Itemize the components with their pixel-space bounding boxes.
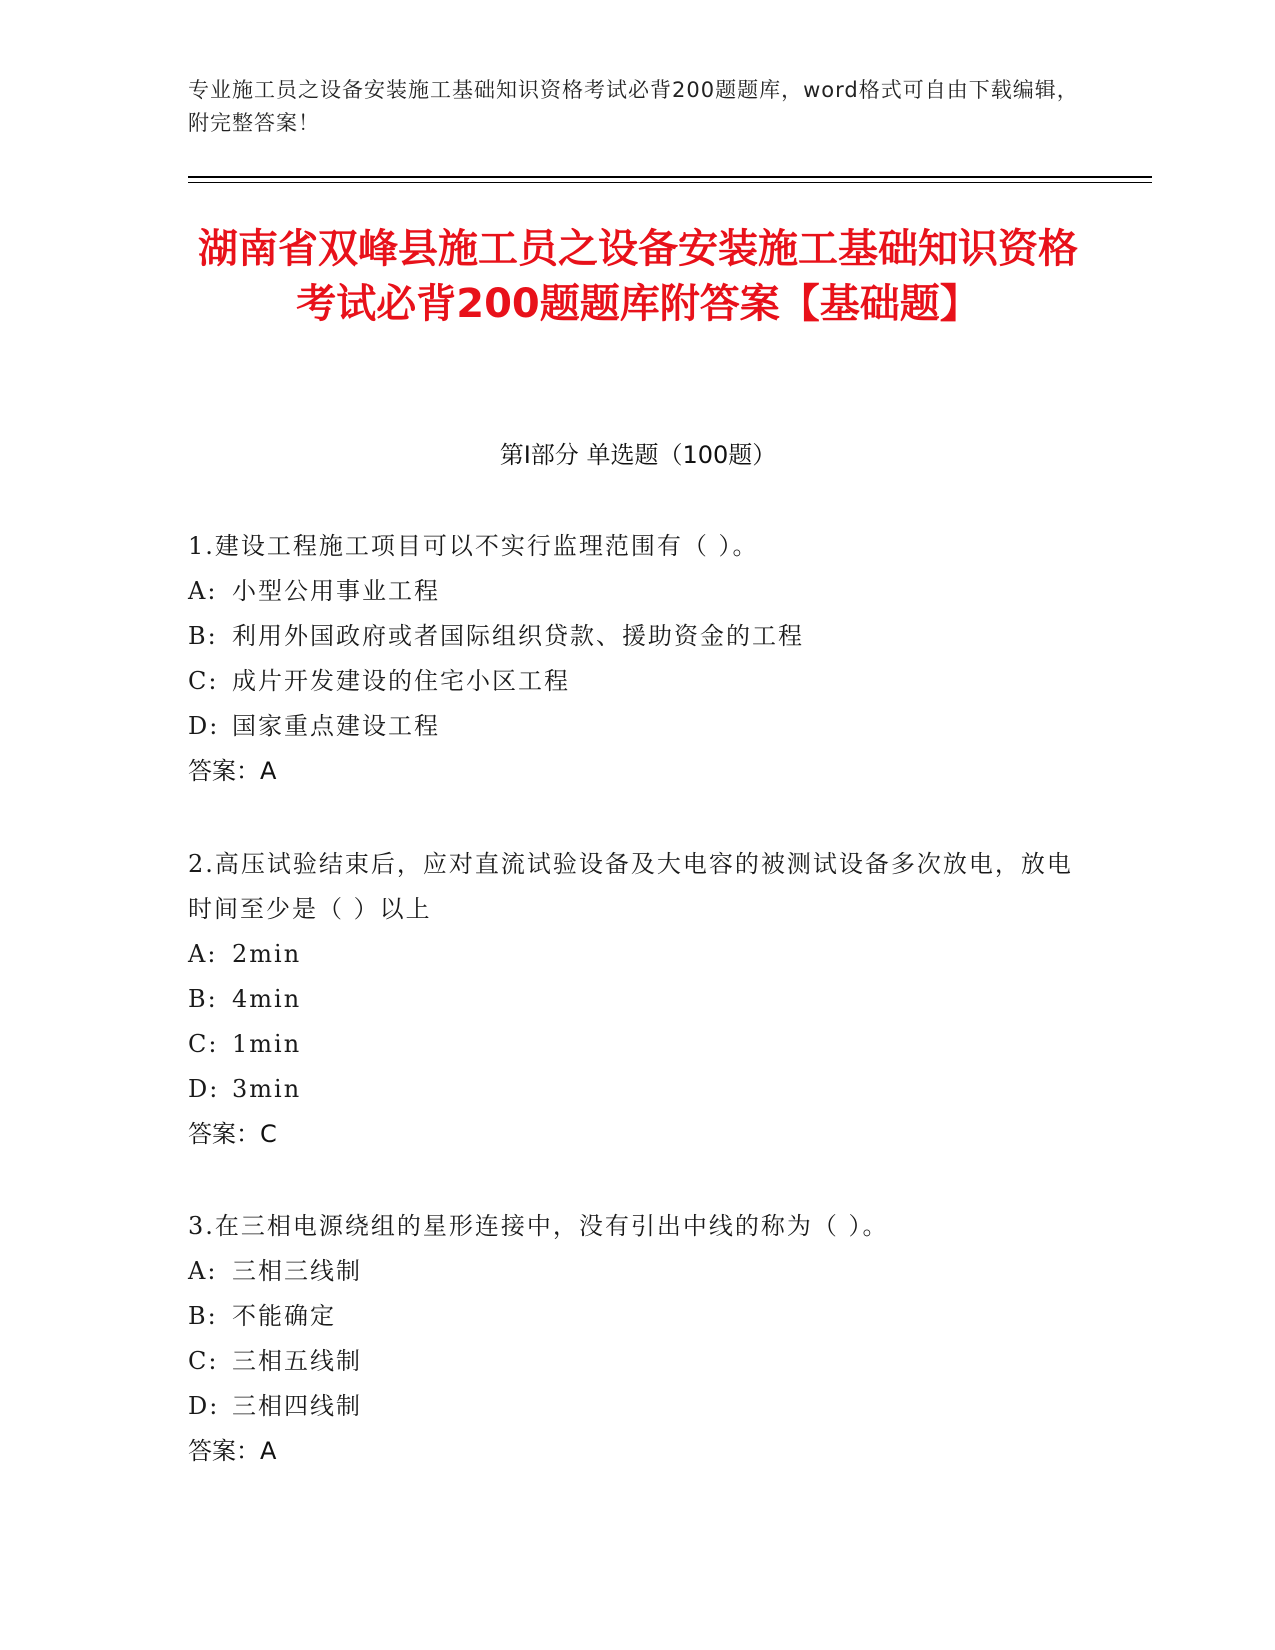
option-text: 小型公用事业工程 [232, 577, 440, 605]
option-text: 国家重点建设工程 [232, 712, 440, 740]
option-text: 三相四线制 [232, 1392, 362, 1420]
option-c [188, 1022, 1088, 1067]
question-stem: 2.高压试验结束后，应对直流试验设备及大电容的被测试设备多次放电，放电时间至少是（ ）以上 [188, 850, 1073, 923]
option-d [188, 1384, 1088, 1429]
header-divider-thick [188, 176, 1152, 178]
option-b [188, 1294, 1088, 1339]
option-letter: B: [188, 1302, 218, 1330]
option-a [188, 569, 1088, 614]
option-letter: B: [188, 985, 218, 1013]
section-title: 第Ⅰ部分 单选题（100题） [499, 441, 777, 469]
option-text: 成片开发建设的住宅小区工程 [232, 667, 570, 695]
option-letter: D: [188, 712, 220, 740]
question-stem: 1.建设工程施工项目可以不实行监理范围有（ ）。 [188, 532, 759, 560]
answer-line: 答案：A [188, 1437, 277, 1465]
answer-line: 答案：A [188, 757, 277, 785]
option-a [188, 1249, 1088, 1294]
option-text: 利用外国政府或者国际组织贷款、援助资金的工程 [232, 622, 804, 650]
option-letter: A: [188, 940, 218, 968]
question-3 [188, 1204, 1088, 1474]
option-text: 三相三线制 [232, 1257, 362, 1285]
option-letter: A: [188, 577, 218, 605]
question-stem: 3.在三相电源绕组的星形连接中，没有引出中线的称为（ ）。 [188, 1212, 889, 1240]
answer-line: 答案：C [188, 1120, 277, 1148]
question-1 [188, 524, 1088, 794]
option-text: 1min [232, 1030, 302, 1058]
option-c [188, 659, 1088, 704]
header-divider-thin [188, 182, 1152, 183]
option-letter: A: [188, 1257, 218, 1285]
option-letter: D: [188, 1075, 220, 1103]
header-note: 专业施工员之设备安装施工基础知识资格考试必背200题题库，word格式可自由下载编辑，附完整答案！ [188, 78, 1079, 135]
option-text: 3min [232, 1075, 302, 1103]
question-2 [188, 842, 1088, 1157]
option-c [188, 1339, 1088, 1384]
option-letter: C: [188, 1030, 219, 1058]
option-text: 4min [232, 985, 302, 1013]
option-d [188, 704, 1088, 749]
option-text: 不能确定 [232, 1302, 336, 1330]
option-text: 三相五线制 [232, 1347, 362, 1375]
option-letter: B: [188, 622, 218, 650]
option-b [188, 614, 1088, 659]
option-letter: C: [188, 1347, 219, 1375]
option-letter: C: [188, 667, 219, 695]
option-a [188, 932, 1088, 977]
option-text: 2min [232, 940, 302, 968]
option-b [188, 977, 1088, 1022]
option-d [188, 1067, 1088, 1112]
document-title: 湖南省双峰县施工员之设备安装施工基础知识资格考试必背200题题库附答案【基础题】 [198, 226, 1078, 327]
option-letter: D: [188, 1392, 220, 1420]
